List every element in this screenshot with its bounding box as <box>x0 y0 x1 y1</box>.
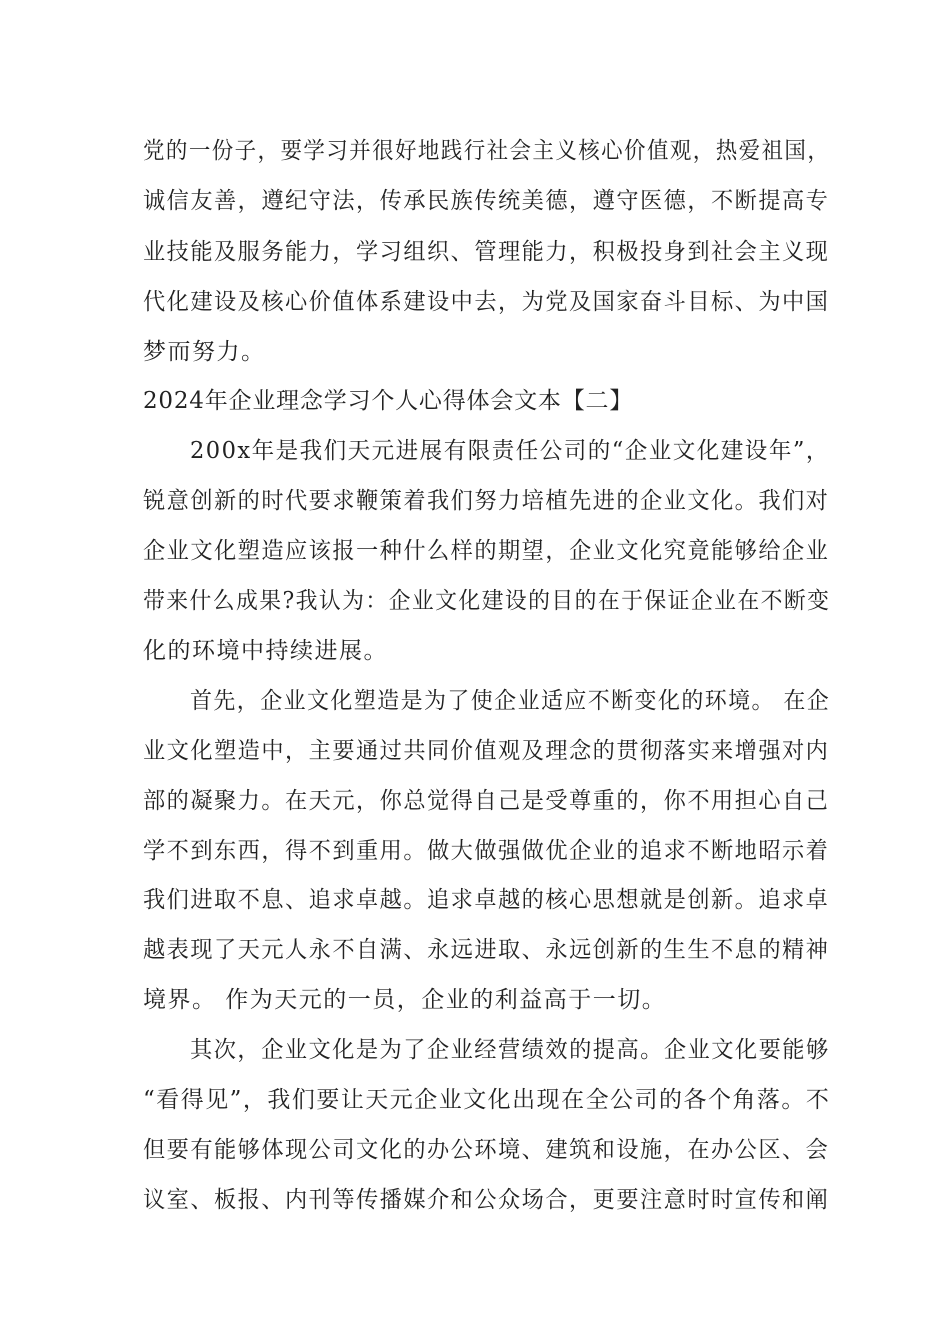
paragraph-line: 200x年是我们天元进展有限责任公司的“企业文化建设年”， <box>190 438 830 464</box>
paragraph-line: 业文化塑造中，主要通过共同价值观及理念的贯彻落实来增强对内 <box>143 738 830 764</box>
paragraph-line: 部的凝聚力。在天元，你总觉得自己是受尊重的，你不用担心自己 <box>143 788 830 814</box>
paragraph-line: 党的一份子，要学习并很好地践行社会主义核心价值观，热爱祖国， <box>143 138 831 164</box>
section-heading: 2024年企业理念学习个人心得体会文本【二】 <box>143 388 634 414</box>
paragraph-line: 议室、板报、内刊等传播媒介和公众场合，更要注意时时宣传和阐 <box>143 1187 830 1213</box>
paragraph-line: 代化建设及核心价值体系建设中去，为党及国家奋斗目标、为中国 <box>143 289 830 315</box>
paragraph-line: 其次，企业文化是为了企业经营绩效的提高。企业文化要能够 <box>190 1037 830 1063</box>
paragraph-line: 境界。 作为天元的一员，企业的利益高于一切。 <box>143 987 667 1013</box>
paragraph-line: 我们进取不息、追求卓越。追求卓越的核心思想就是创新。追求卓 <box>143 887 830 913</box>
paragraph-line: 诚信友善，遵纪守法，传承民族传统美德，遵守医德，不断提高专 <box>143 188 830 214</box>
paragraph-line: 企业文化塑造应该报一种什么样的期望，企业文化究竟能够给企业 <box>143 538 830 564</box>
paragraph-line: 锐意创新的时代要求鞭策着我们努力培植先进的企业文化。我们对 <box>143 488 830 514</box>
paragraph-line: 业技能及服务能力，学习组织、管理能力，积极投身到社会主义现 <box>143 239 830 265</box>
paragraph-line: “看得见”，我们要让天元企业文化出现在全公司的各个角落。不 <box>143 1087 831 1113</box>
paragraph-line: 学不到东西，得不到重用。做大做强做优企业的追求不断地昭示着 <box>143 838 830 864</box>
paragraph-line: 越表现了天元人永不自满、永远进取、永远创新的生生不息的精神 <box>143 937 830 963</box>
paragraph-line: 首先，企业文化塑造是为了使企业适应不断变化的环境。 在企 <box>190 688 831 714</box>
paragraph-line: 梦而努力。 <box>143 339 266 365</box>
paragraph-line: 带来什么成果?我认为：企业文化建设的目的在于保证企业在不断变 <box>143 588 831 614</box>
paragraph-line: 但要有能够体现公司文化的办公环境、建筑和设施，在办公区、会 <box>143 1137 830 1163</box>
paragraph-line: 化的环境中持续进展。 <box>143 638 388 664</box>
